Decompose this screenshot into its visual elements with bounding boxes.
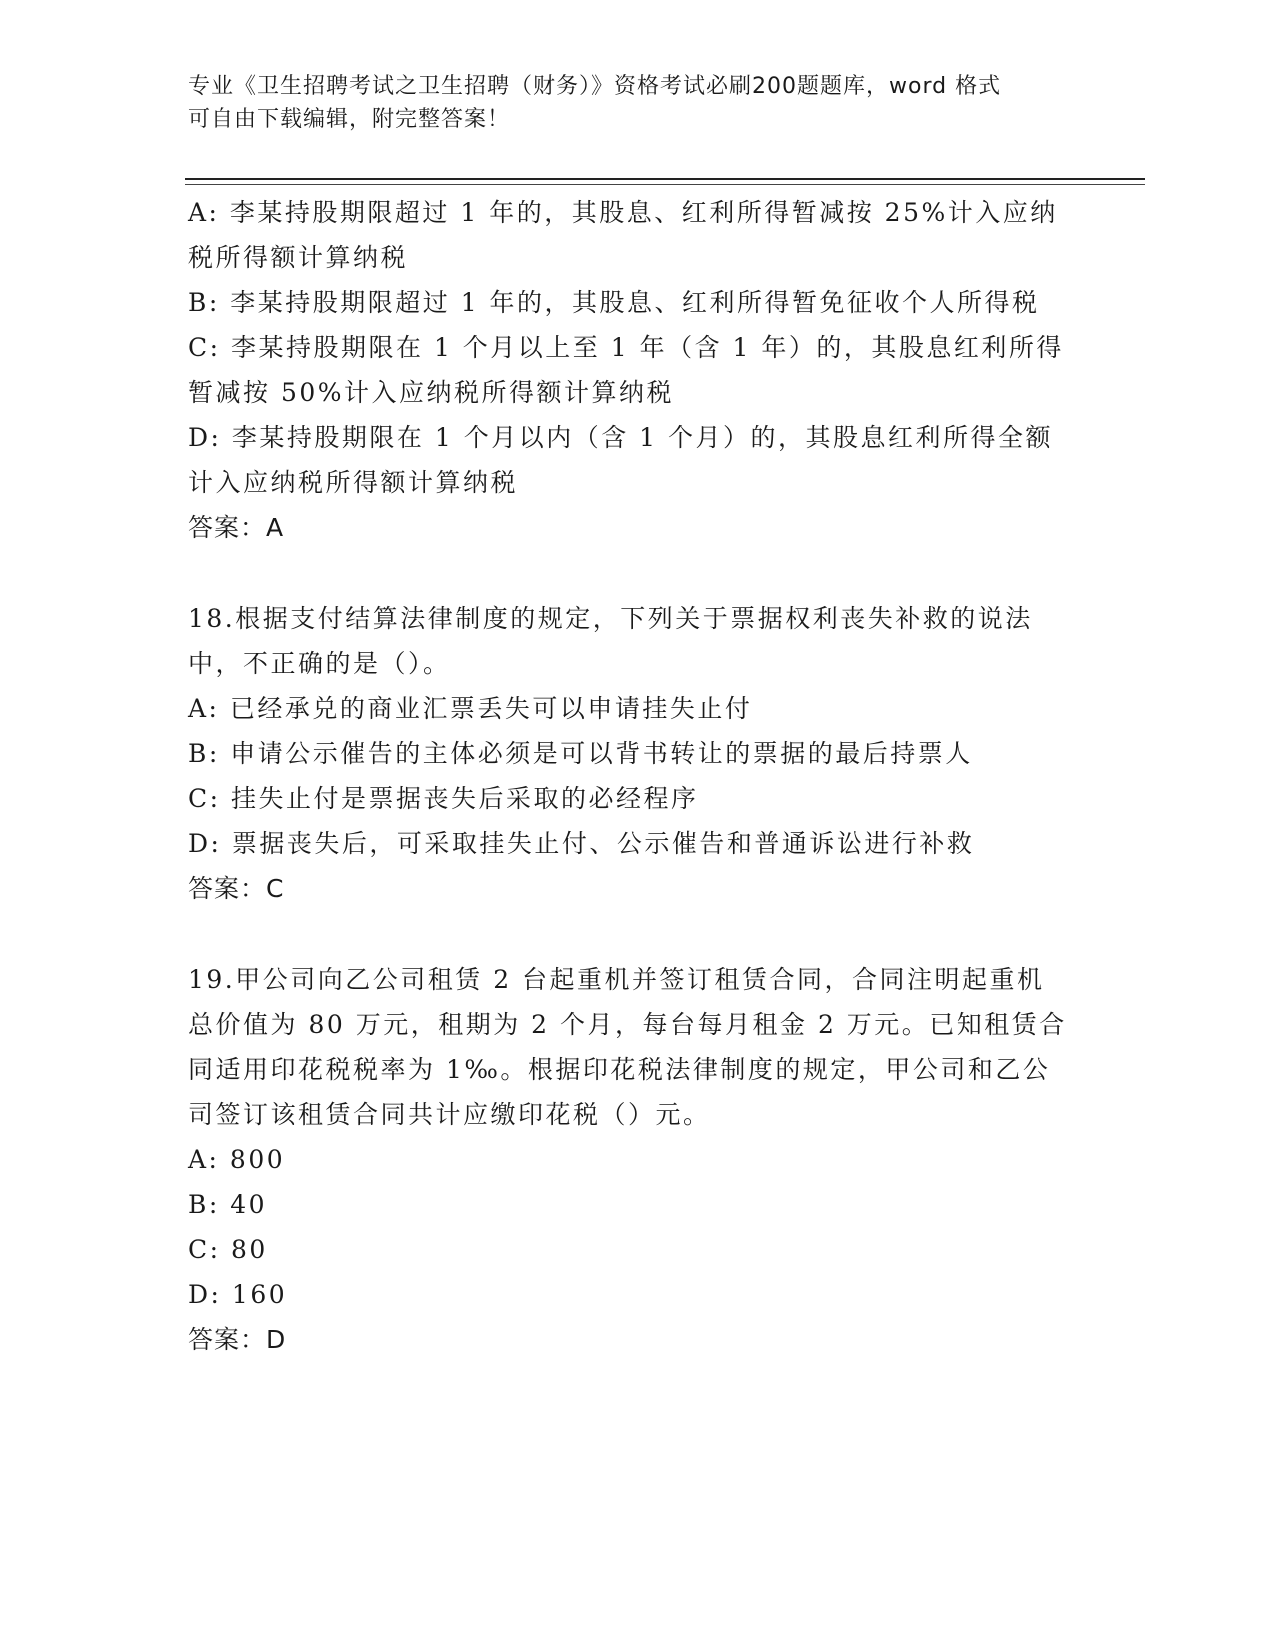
- option-c: C: 挂失止付是票据丧失后采取的必经程序: [188, 784, 699, 813]
- spacer: [188, 911, 1078, 957]
- spacer: [188, 550, 1078, 596]
- answer: 答案：C: [188, 874, 285, 903]
- option-d-line-2: 计入应纳税所得额计算纳税: [188, 468, 519, 497]
- header-rule-thick: [185, 178, 1145, 180]
- question-17-block: [188, 190, 1078, 550]
- question-stem-line-1: 18.根据支付结算法律制度的规定，下列关于票据权利丧失补救的说法: [188, 604, 1033, 633]
- option-b: B: 40: [188, 1190, 268, 1219]
- header-rule-thin: [185, 184, 1145, 185]
- option-b: B: 李某持股期限超过 1 年的，其股息、红利所得暂免征收个人所得税: [188, 288, 1040, 317]
- option-c-line-2: 暂减按 50%计入应纳税所得额计算纳税: [188, 378, 675, 407]
- document-header: [188, 70, 1068, 136]
- question-stem-line-2: 总价值为 80 万元，租期为 2 个月，每台每月租金 2 万元。已知租赁合: [188, 1010, 1067, 1039]
- option-d: D: 票据丧失后，可采取挂失止付、公示催告和普通诉讼进行补救: [188, 829, 975, 858]
- question-content: [188, 190, 1078, 1362]
- answer: 答案：D: [188, 1325, 287, 1354]
- option-c: C: 80: [188, 1235, 268, 1264]
- option-a: A: 已经承兑的商业汇票丢失可以申请挂失止付: [188, 694, 753, 723]
- question-stem-line-4: 司签订该租赁合同共计应缴印花税（）元。: [188, 1100, 711, 1129]
- question-18-block: [188, 596, 1078, 911]
- question-19-block: [188, 957, 1078, 1362]
- header-line-1: 专业《卫生招聘考试之卫生招聘（财务）》资格考试必刷200题题库，word 格式: [188, 74, 1002, 99]
- option-d: D: 160: [188, 1280, 288, 1309]
- option-c-line-1: C: 李某持股期限在 1 个月以上至 1 年（含 1 年）的，其股息红利所得: [188, 333, 1064, 362]
- question-stem-line-1: 19.甲公司向乙公司租赁 2 台起重机并签订租赁合同，合同注明起重机: [188, 965, 1045, 994]
- question-stem-line-3: 同适用印花税税率为 1‰。根据印花税法律制度的规定，甲公司和乙公: [188, 1055, 1051, 1084]
- option-d-line-1: D: 李某持股期限在 1 个月以内（含 1 个月）的，其股息红利所得全额: [188, 423, 1054, 452]
- header-line-2: 可自由下载编辑，附完整答案！: [188, 107, 511, 132]
- option-a-line-1: A: 李某持股期限超过 1 年的，其股息、红利所得暂减按 25%计入应纳: [188, 198, 1058, 227]
- option-b: B: 申请公示催告的主体必须是可以背书转让的票据的最后持票人: [188, 739, 973, 768]
- answer: 答案：A: [188, 513, 285, 542]
- option-a-line-2: 税所得额计算纳税: [188, 243, 409, 272]
- question-stem-line-2: 中，不正确的是（）。: [188, 649, 451, 678]
- option-a: A: 800: [188, 1145, 286, 1174]
